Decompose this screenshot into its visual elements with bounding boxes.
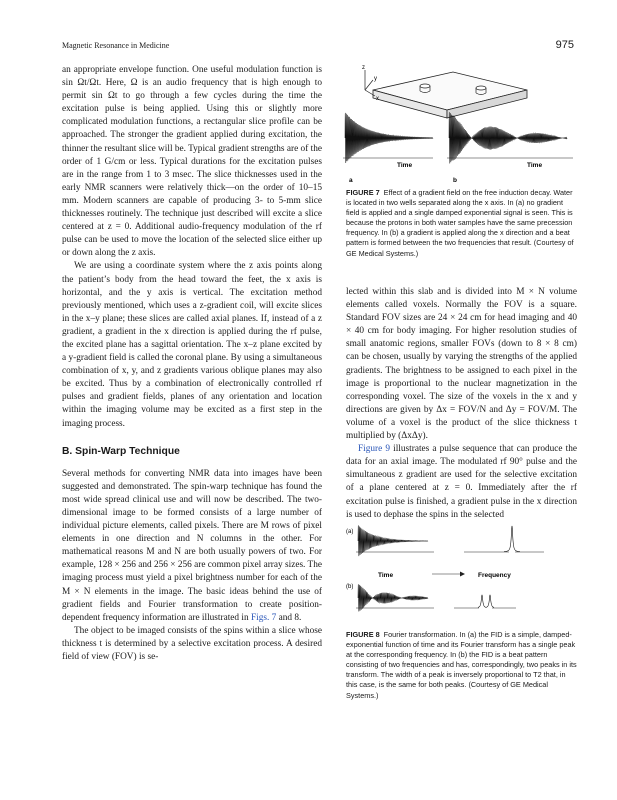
section-heading: B. Spin-Warp Technique	[62, 445, 180, 457]
paragraph: We are using a coordinate system where the z axis points along the patient’s body from the head toward the feet, the x axis is horizontal, and the y axis is vertical. The excitation method previously mentioned, which uses a z-gradient coil, will excite slices in the x–y plane; these slices are called axial planes. If, instead of a z gradient, a gradient in the x direction is applied during the rf pulse, the excited plane has a sagittal orientation. The x–z plane excited by a y-gradient field is called the coronal plane. By using a simultaneous combination of x, y, and z gradients various oblique planes may also be excited. Thus by a combination of electronically controlled rf pulses and gradient fields, planes of any orientation and location within the imaging volume may be excited as a first step in the imaging process.	[62, 261, 322, 429]
figure8-caption: FIGURE 8 Fourier transformation. In (a) the FID is a simple, damped-exponential function of time and its Fourier transform has a single peak at the corresponding frequency. In (b) the FID is a beat pattern consisting of two frequencies and has, correspondingly, two peaks in its transform. The width of a peak is inversely proportional to T2 that, in this case, is the same for both peaks. (Courtesy of GE Medical Systems.)	[346, 630, 577, 700]
axis-label-z: z	[362, 65, 365, 71]
figure-label: FIGURE 7	[346, 188, 380, 197]
time-label-b: Time	[527, 162, 543, 169]
water-well	[420, 84, 430, 88]
figure-link[interactable]: Figure 9	[358, 444, 391, 455]
axis-label-y: y	[374, 76, 377, 82]
paragraph: lected within this slab and is divided into M × N volume elements called voxels. Normally the FOV is a square. Standard FOV sizes are 24 × 24 cm for head imaging and 40 × 40 cm for body imaging. For higher resolution studies of small anatomic regions, smaller FOVs (down to 8 × 8 cm) can be chosen, usually by varying the strengths of the applied gradients. The brightness to be assigned to each pixel in the image is proportional to the nuclear magnetization in the corresponding voxel. The size of the voxels in the x and y directions are given by Δx = FOV/N and Δy = FOV/M. The volume of a voxel is the product of the slice thickness t multiplied by (ΔxΔy).	[346, 287, 577, 442]
fid-trace-b	[358, 584, 428, 611]
figure-link[interactable]: Figs. 7	[250, 612, 277, 623]
figure-label: FIGURE 8	[346, 630, 380, 639]
panel-label-a: a	[349, 177, 353, 184]
time-label: Time	[378, 572, 394, 579]
axis-label-x: x	[376, 96, 379, 102]
spectrum-peak	[478, 595, 494, 607]
fid-trace-b	[449, 112, 567, 163]
left-column	[62, 64, 322, 664]
figure7-graphic	[335, 64, 577, 184]
page-number: 975	[555, 39, 574, 51]
figure7-caption: FIGURE 7 Effect of a gradient field on the free induction decay. Water is located in two wells separated along the x axis. In (a) no gradient field is applied and a single damped exponential signal is seen. This is because the protons in both water samples have the same precession frequency. In (b) a gradient is applied along the x direction and a beat pattern is formed between the two frequencies that result. (Courtesy of GE Medical Systems.)	[346, 188, 574, 258]
fid-trace-a	[345, 113, 433, 163]
paragraph: The object to be imaged consists of the spins within a slice whose thickness t is determined by a selective excitation process. A desired field of view (FOV) is se-	[62, 625, 322, 663]
panel-label-b: (b)	[346, 584, 354, 590]
y-axis	[365, 80, 373, 90]
spectrum-peak	[504, 526, 520, 552]
paragraph: Several methods for converting NMR data into images have been suggested and demonstrated. The spin-warp technique has found the most wide spread clinical use and will now be described. The two-dimensional image to be formed consists of a large number of individual picture elements, called pixels. There are M rows of pixel elements in one direction and N columns in the other. For mathematical reasons M and N are both usually powers of two. For example, 128 × 256 and 256 × 256 are common pixel array sizes. The imaging process must yield a pixel brightness number for each of the M × N elements in the image. The basic ideas behind the use of gradient fields and Fourier transformation to create position-dependent frequency information are illustrated in Figs. 7 and 8.	[62, 468, 322, 623]
panel-label-b: b	[453, 177, 457, 184]
water-well	[476, 86, 486, 90]
time-label-a: Time	[397, 162, 413, 169]
running-header: Magnetic Resonance in Medicine	[62, 41, 170, 50]
panel-label-a: (a)	[346, 529, 354, 535]
frequency-label: Frequency	[478, 572, 511, 579]
right-column	[346, 286, 577, 522]
figure8-graphic	[344, 520, 580, 620]
paragraph: Figure 9 illustrates a pulse sequence that can produce the data for an axial image. The modulated rf 90° pulse and the simultaneous z gradient are used for the selective excitation of a plane centered at z = 0. Immediately after the rf excitation pulse is finished, a gradient pulse in the x direction is used to dephase the spins in the selected	[346, 444, 577, 520]
arrow-head	[460, 572, 465, 577]
fid-trace-a	[358, 525, 428, 556]
paragraph: an appropriate envelope function. One useful modulation function is sin Ωt/Ωt. Here, Ω is an audio frequency that is high enough to permit sin Ωt to go through a few cycles during the time the excitation pulse is being applied. Using this or slightly more complicated modulation functions, a rectangular slice profile can be approached. The stronger the gradient applied during excitation, the thinner the resultant slice will be. Typical gradient strengths are of the order of 1 G/cm or less. Typical durations for the excitation pulses are in the range from 1 to 3 msec. The slice thicknesses used in the early NMR scanners were relatively thick—on the order of 10–15 mm. Modern scanners are capable of producing 3- to 5-mm slice thicknesses routinely. The technique just described will excite a slice centered at z = 0. Additional audio-frequency modulation of the rf pulse can be used to move the location of the selected slice either up or down along the z axis.	[62, 65, 322, 259]
